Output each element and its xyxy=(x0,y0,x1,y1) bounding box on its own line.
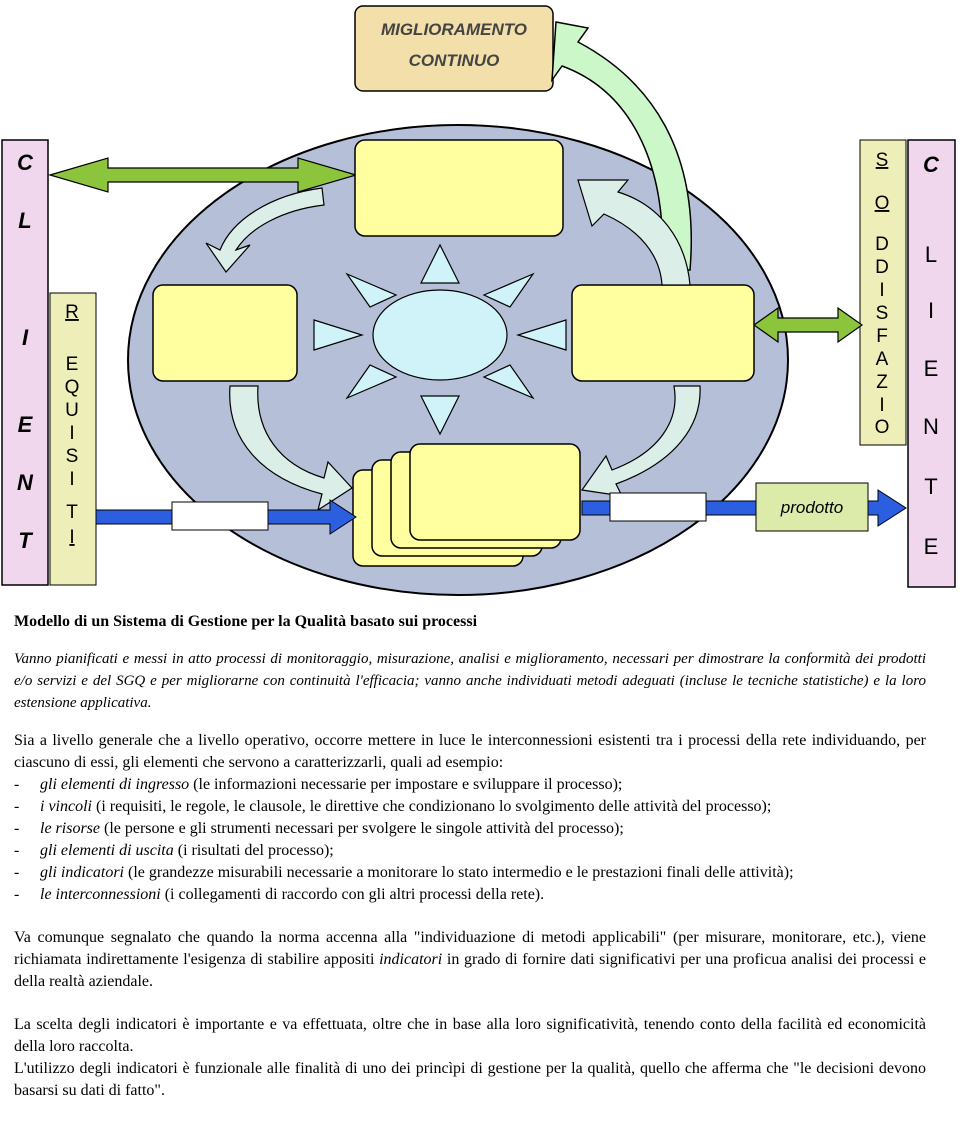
left-inner-letter: Q xyxy=(64,377,80,398)
right-inner-letter: F xyxy=(876,326,888,347)
right-outer-letter: E xyxy=(923,534,939,559)
right-inner-letter: Z xyxy=(876,372,888,393)
document-title: Modello di un Sistema di Gestione per la Qualità basato sui processi xyxy=(14,613,478,630)
right-inner-letter: D xyxy=(875,234,889,255)
left-inner-letter: T xyxy=(66,502,78,523)
right-inner-letter: D xyxy=(875,257,889,278)
right-outer-letter: E xyxy=(923,356,939,381)
right-inner-letter: S xyxy=(875,303,889,324)
left-inner-letter: I xyxy=(69,527,75,548)
list-item: - gli elementi di ingresso (le informazioni necessarie per impostare e sviluppare il processo); xyxy=(14,776,623,793)
left-inner-letter: U xyxy=(65,400,79,421)
document-text xyxy=(14,612,926,1102)
left-inner-letter: R xyxy=(65,302,79,323)
right-outer-letter: N xyxy=(923,414,939,439)
left-outer-letter: E xyxy=(17,412,33,437)
right-inner-letter: S xyxy=(875,150,889,171)
left-outer-letter: L xyxy=(18,208,32,233)
input-label-box xyxy=(172,502,268,530)
miglioramento-continuo-box xyxy=(355,6,553,91)
left-cliente-bar xyxy=(2,140,48,585)
left-outer-letter: I xyxy=(21,325,29,350)
right-inner-letter: O xyxy=(874,417,890,438)
sun-core xyxy=(373,290,507,380)
list-item: - gli indicatori (le grandezze misurabili necessarie a monitorare lo stato intermedio e le prestazioni finali delle attività); xyxy=(14,864,794,881)
list-item: - le interconnessioni (i collegamenti di raccordo con gli altri processi della rete). xyxy=(14,886,545,903)
process-box-top xyxy=(355,140,563,236)
measurement-double-arrow xyxy=(754,308,862,342)
list-item: - gli elementi di uscita (i risultati del processo); xyxy=(14,842,334,859)
left-inner-letter: E xyxy=(65,354,79,375)
right-outer-letter: I xyxy=(927,298,935,323)
right-outer-letter: C xyxy=(923,152,939,177)
right-inner-letter: O xyxy=(874,193,890,214)
intro-paragraph: Vanno pianificati e messi in atto processi di monitoraggio, misurazione, analisi e miglioramento, necessari per dimostrare la conformità dei prodotti e/o servizi e del SGQ e per migliorarne con continuità l'efficacia; vanno anche individuati metodi adeguati (incluse le tecniche statistiche) e la loro estensione applicativa. xyxy=(14,651,926,711)
list-item: - le risorse (le persone e gli strumenti necessari per svolgere le singole attività del processo); xyxy=(14,820,624,837)
list-item: - i vincoli (i requisiti, le regole, le clausole, le direttive che condizionano lo svolgimento delle attività del processo); xyxy=(14,798,772,815)
process-box-right xyxy=(572,285,754,381)
continuo-label: CONTINUO xyxy=(408,51,500,70)
right-inner-letter: I xyxy=(879,280,885,301)
left-outer-letter: T xyxy=(18,528,32,553)
prodotto-label: prodotto xyxy=(780,498,844,517)
left-inner-letter: S xyxy=(65,446,79,467)
paragraph-usage: L'utilizzo degli indicatori è funzionale alle finalità di uno dei princìpi di gestione per la qualità, quello che afferma che "le decisioni devono basarsi su dati di fatto". xyxy=(14,1060,926,1099)
left-outer-letter: N xyxy=(17,470,33,495)
right-inner-letter: I xyxy=(879,395,885,416)
right-outer-letter: T xyxy=(924,474,938,499)
process-box-left xyxy=(153,285,297,381)
miglioramento-label: MIGLIORAMENTO xyxy=(380,20,528,39)
left-outer-letter: C xyxy=(17,150,33,175)
left-inner-letter: I xyxy=(69,469,75,490)
right-outer-letter: L xyxy=(924,242,938,267)
process-box-bottom xyxy=(410,444,580,540)
output-label-box xyxy=(610,493,706,521)
right-inner-letter: A xyxy=(875,349,889,370)
paragraph-indicators: Va comunque segnalato che quando la norma accenna alla "individuazione di metodi applicabili" (per misurare, monitorare, etc.), viene richiamata indirettamente l'esigenza di stabilire appositi indicatori in grado di fornire dati significativi per una proficua analisi dei processi e della realtà aziendale. xyxy=(14,929,927,990)
element-list xyxy=(14,774,926,906)
paragraph-choice: La scelta degli indicatori è importante e va effettuata, oltre che in base alla loro significatività, tenendo conto della facilità ed economicità della loro raccolta. xyxy=(14,1016,926,1055)
cliente-requirements-double-arrow xyxy=(50,158,356,192)
left-inner-letter: I xyxy=(69,423,75,444)
lead-paragraph: Sia a livello generale che a livello operativo, occorre mettere in luce le interconnessioni esistenti tra i processi della rete individuando, per ciascuno di essi, gli elementi che servono a caratterizzarli, quali ad esempio: xyxy=(14,732,926,771)
